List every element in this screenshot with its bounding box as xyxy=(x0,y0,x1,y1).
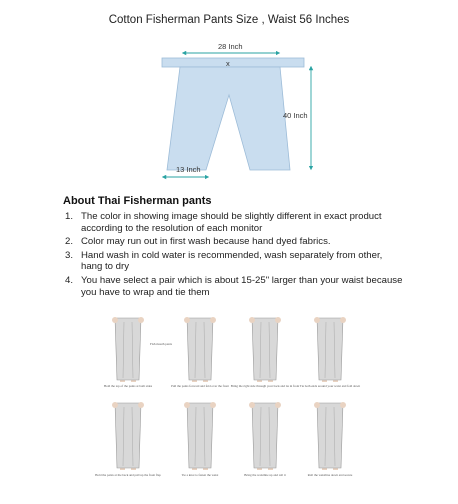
step-caption: Roll the waistline down and secure xyxy=(307,473,353,477)
step-caption: Tie a knot to fasten the waist xyxy=(181,473,219,477)
hand-shape xyxy=(340,402,346,408)
waist-mark: x xyxy=(226,59,230,68)
step-caption: Bring the waistline up and roll it xyxy=(244,473,286,477)
list-number: 3. xyxy=(65,249,74,261)
step-figure xyxy=(231,317,300,388)
length-label: 40 Inch xyxy=(283,111,308,120)
hand-shape xyxy=(184,317,190,323)
list-number: 1. xyxy=(65,211,74,222)
hand-shape xyxy=(112,402,118,408)
hand-shape xyxy=(249,402,255,408)
hand-shape xyxy=(210,402,216,408)
list-text: The color in showing image should be slightly different in exact product according to the resolution of each monitor xyxy=(81,211,382,234)
waist-label: 28 Inch xyxy=(218,42,243,51)
pants-figure xyxy=(252,403,278,468)
page-title: Cotton Fisherman Pants Size , Waist 56 Inches xyxy=(108,14,350,26)
pants-figure xyxy=(252,318,278,380)
step-figure xyxy=(171,317,229,388)
hand-shape xyxy=(249,317,255,323)
pants-figure xyxy=(317,403,343,468)
pants-figure xyxy=(115,318,141,380)
hand-shape xyxy=(138,402,144,408)
step-caption: Bring the right side through your back and tie in front xyxy=(230,384,300,388)
hand-shape xyxy=(275,402,281,408)
hand-shape xyxy=(314,317,320,323)
step-figure xyxy=(95,402,161,477)
list-text: You have select a pair which is about 15-25" larger than your waist because you have to wrap and tie them xyxy=(81,274,403,298)
list-text: Hand wash in cold water is recommended, wash separately from other, hang to dry xyxy=(81,249,383,273)
hand-shape xyxy=(210,317,216,323)
list-number: 2. xyxy=(65,236,74,248)
step-badge: Fish mouth pants xyxy=(150,342,172,346)
hand-shape xyxy=(314,402,320,408)
step-figure xyxy=(104,317,153,388)
list-text: Color may run out in first wash because hand dyed fabrics. xyxy=(81,236,331,248)
pants-figure xyxy=(115,403,141,468)
step-figure xyxy=(300,317,361,388)
step-caption: Hold the top of the pants at both sides xyxy=(103,384,153,388)
step-figure xyxy=(244,402,286,477)
step-figure xyxy=(182,402,219,477)
step-figure xyxy=(308,402,353,477)
hand-shape xyxy=(275,317,281,323)
hand-shape xyxy=(112,317,118,323)
list-number: 4. xyxy=(65,274,74,286)
hand-shape xyxy=(138,317,144,323)
pants-figure xyxy=(187,318,213,380)
hand-shape xyxy=(340,317,346,323)
pants-figure xyxy=(187,403,213,468)
pants-figure xyxy=(317,318,343,380)
hand-shape xyxy=(184,402,190,408)
about-heading: About Thai Fisherman pants xyxy=(63,195,212,207)
step-caption: Tie both ends around your waist and fold down xyxy=(299,384,361,388)
step-caption: Hold the pants at the back and pull up the front flap xyxy=(95,473,161,477)
leg-label: 13 Inch xyxy=(176,165,201,174)
step-caption: Pull the pants forward and fold over the front xyxy=(171,384,229,388)
